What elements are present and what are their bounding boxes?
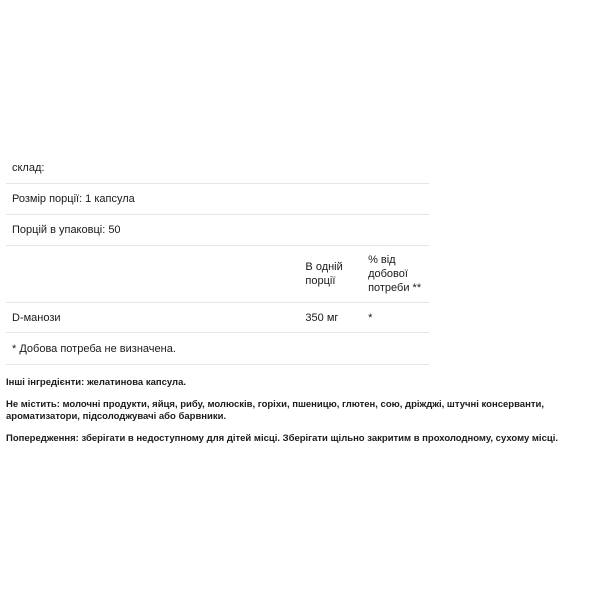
footnote: * Добова потреба не визначена. <box>6 333 429 365</box>
does-not-contain-note: Не містить: молочні продукти, яйця, рибу, молюсків, горіхи, пшеницю, глютен, сою, дріжджі, штучні консерванти, ароматизатори, підсолоджувачі або барвники. <box>6 399 544 422</box>
footnote-row <box>6 333 429 365</box>
warning-note: Попередження: зберігати в недоступному для дітей місці. Зберігати щільно закритим в прохолодному, сухому місці. <box>6 433 558 444</box>
product-notes <box>6 377 566 454</box>
ingredient-row <box>6 303 429 333</box>
other-ingredients-note: Інші інгредієнти: желатинова капсула. <box>6 377 187 388</box>
ingredient-amount: 350 мг <box>299 303 367 333</box>
ingredient-daily-value: * <box>367 303 429 333</box>
column-header-row <box>6 246 429 303</box>
daily-value-header: % від добової потреби ** <box>368 254 422 294</box>
header-empty-cell <box>6 246 299 303</box>
servings-per-container-row <box>6 215 429 246</box>
servings-per-container: Порцій в упаковці: 50 <box>6 215 429 246</box>
serving-size: Розмір порції: 1 капсула <box>6 184 429 215</box>
amount-header-cell <box>299 246 367 303</box>
supplement-facts-table <box>6 153 429 365</box>
ingredient-name: D-манози <box>6 303 299 333</box>
facts-title: склад: <box>6 153 429 184</box>
amount-header: В одній порції <box>305 261 343 287</box>
serving-size-row <box>6 184 429 215</box>
facts-title-row <box>6 153 429 184</box>
daily-value-header-cell <box>367 246 429 303</box>
